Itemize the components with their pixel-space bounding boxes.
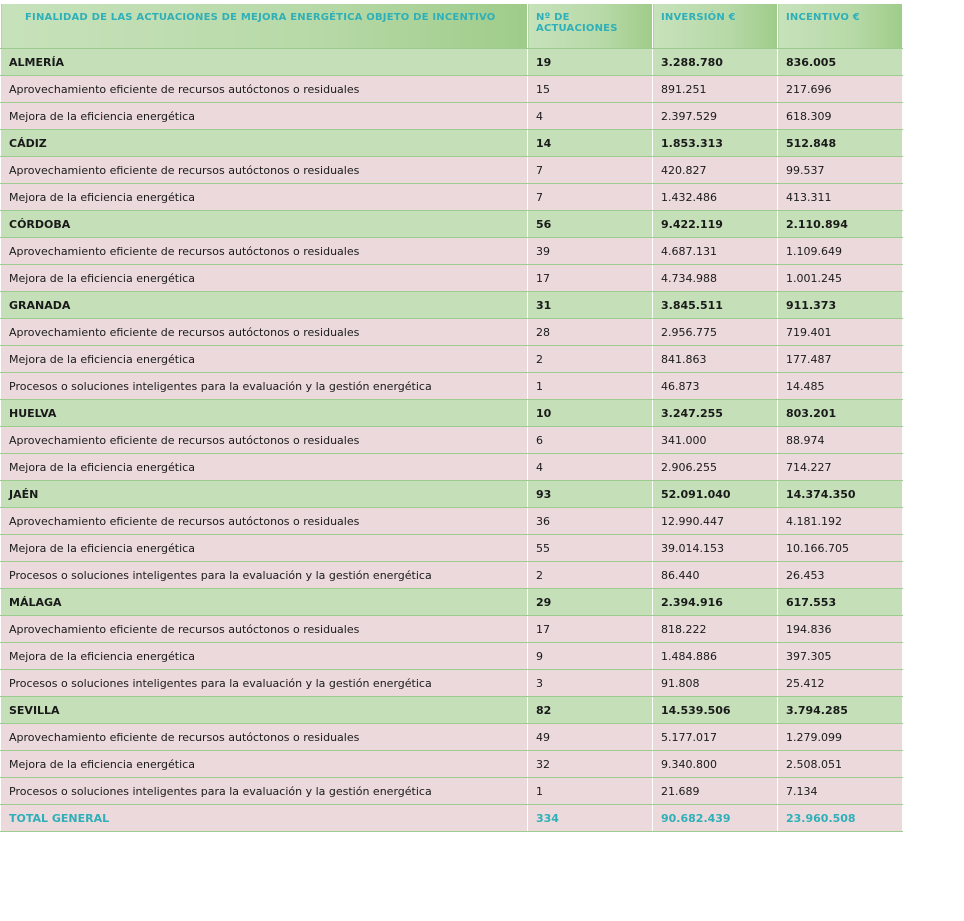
cell-purpose: Aprovechamiento eficiente de recursos autóctonos o residuales [1, 616, 528, 643]
cell-actions-count: 29 [528, 589, 653, 616]
cell-actions-count: 14 [528, 130, 653, 157]
cell-purpose: Procesos o soluciones inteligentes para la evaluación y la gestión energética [1, 778, 528, 805]
table-body [1, 49, 903, 832]
cell-investment: 9.422.119 [653, 211, 778, 238]
cell-purpose: Aprovechamiento eficiente de recursos autóctonos o residuales [1, 76, 528, 103]
cell-incentive: 7.134 [778, 778, 903, 805]
header-row [1, 4, 903, 49]
table-row [1, 373, 903, 400]
cell-actions-count: 4 [528, 454, 653, 481]
cell-incentive: 714.227 [778, 454, 903, 481]
header-incentive: INCENTIVO € [778, 4, 903, 49]
province-row [1, 292, 903, 319]
header-actions-count: Nº DE ACTUACIONES [528, 4, 653, 49]
cell-actions-count: 15 [528, 76, 653, 103]
cell-incentive: 23.960.508 [778, 805, 903, 832]
table-row [1, 724, 903, 751]
cell-purpose: ALMERÍA [1, 49, 528, 76]
cell-purpose: Mejora de la eficiencia energética [1, 103, 528, 130]
cell-investment: 1.484.886 [653, 643, 778, 670]
cell-investment: 39.014.153 [653, 535, 778, 562]
cell-incentive: 512.848 [778, 130, 903, 157]
cell-actions-count: 17 [528, 265, 653, 292]
table-row [1, 616, 903, 643]
cell-investment: 3.247.255 [653, 400, 778, 427]
cell-purpose: Aprovechamiento eficiente de recursos autóctonos o residuales [1, 508, 528, 535]
cell-purpose: Aprovechamiento eficiente de recursos autóctonos o residuales [1, 319, 528, 346]
energy-incentive-table [0, 3, 903, 832]
table-row [1, 778, 903, 805]
cell-actions-count: 39 [528, 238, 653, 265]
cell-purpose: Procesos o soluciones inteligentes para la evaluación y la gestión energética [1, 373, 528, 400]
cell-investment: 46.873 [653, 373, 778, 400]
province-row [1, 481, 903, 508]
cell-purpose: Mejora de la eficiencia energética [1, 346, 528, 373]
cell-investment: 1.853.313 [653, 130, 778, 157]
cell-investment: 12.990.447 [653, 508, 778, 535]
cell-incentive: 4.181.192 [778, 508, 903, 535]
province-row [1, 400, 903, 427]
cell-actions-count: 17 [528, 616, 653, 643]
table-row [1, 238, 903, 265]
cell-incentive: 10.166.705 [778, 535, 903, 562]
province-row [1, 697, 903, 724]
table-row [1, 103, 903, 130]
cell-purpose: JAÉN [1, 481, 528, 508]
cell-investment: 2.956.775 [653, 319, 778, 346]
cell-actions-count: 56 [528, 211, 653, 238]
cell-investment: 91.808 [653, 670, 778, 697]
cell-incentive: 1.001.245 [778, 265, 903, 292]
cell-actions-count: 19 [528, 49, 653, 76]
cell-investment: 4.687.131 [653, 238, 778, 265]
cell-actions-count: 1 [528, 778, 653, 805]
province-row [1, 589, 903, 616]
cell-incentive: 803.201 [778, 400, 903, 427]
cell-actions-count: 36 [528, 508, 653, 535]
cell-investment: 841.863 [653, 346, 778, 373]
cell-incentive: 194.836 [778, 616, 903, 643]
cell-incentive: 14.374.350 [778, 481, 903, 508]
cell-investment: 21.689 [653, 778, 778, 805]
cell-investment: 4.734.988 [653, 265, 778, 292]
cell-incentive: 88.974 [778, 427, 903, 454]
cell-investment: 3.288.780 [653, 49, 778, 76]
cell-incentive: 25.412 [778, 670, 903, 697]
cell-investment: 2.394.916 [653, 589, 778, 616]
cell-incentive: 99.537 [778, 157, 903, 184]
table-row [1, 643, 903, 670]
cell-actions-count: 32 [528, 751, 653, 778]
cell-purpose: Aprovechamiento eficiente de recursos autóctonos o residuales [1, 238, 528, 265]
table-row [1, 751, 903, 778]
cell-incentive: 1.109.649 [778, 238, 903, 265]
cell-purpose: Procesos o soluciones inteligentes para la evaluación y la gestión energética [1, 670, 528, 697]
cell-actions-count: 6 [528, 427, 653, 454]
cell-investment: 52.091.040 [653, 481, 778, 508]
table-row [1, 535, 903, 562]
cell-incentive: 719.401 [778, 319, 903, 346]
table-row [1, 562, 903, 589]
cell-actions-count: 93 [528, 481, 653, 508]
cell-purpose: Mejora de la eficiencia energética [1, 265, 528, 292]
cell-incentive: 177.487 [778, 346, 903, 373]
cell-actions-count: 7 [528, 184, 653, 211]
province-row [1, 49, 903, 76]
cell-incentive: 911.373 [778, 292, 903, 319]
cell-investment: 420.827 [653, 157, 778, 184]
table-row [1, 157, 903, 184]
cell-actions-count: 49 [528, 724, 653, 751]
cell-actions-count: 4 [528, 103, 653, 130]
table-row [1, 265, 903, 292]
cell-investment: 2.906.255 [653, 454, 778, 481]
cell-investment: 14.539.506 [653, 697, 778, 724]
cell-purpose: CÓRDOBA [1, 211, 528, 238]
energy-incentive-table-container [0, 3, 902, 832]
cell-incentive: 617.553 [778, 589, 903, 616]
cell-purpose: Mejora de la eficiencia energética [1, 454, 528, 481]
cell-purpose: Mejora de la eficiencia energética [1, 184, 528, 211]
cell-purpose: SEVILLA [1, 697, 528, 724]
table-row [1, 427, 903, 454]
cell-investment: 341.000 [653, 427, 778, 454]
table-row [1, 76, 903, 103]
cell-actions-count: 82 [528, 697, 653, 724]
cell-investment: 2.397.529 [653, 103, 778, 130]
cell-purpose: HUELVA [1, 400, 528, 427]
cell-purpose: MÁLAGA [1, 589, 528, 616]
cell-incentive: 413.311 [778, 184, 903, 211]
cell-investment: 3.845.511 [653, 292, 778, 319]
cell-incentive: 397.305 [778, 643, 903, 670]
cell-actions-count: 55 [528, 535, 653, 562]
cell-investment: 818.222 [653, 616, 778, 643]
cell-incentive: 217.696 [778, 76, 903, 103]
cell-investment: 5.177.017 [653, 724, 778, 751]
cell-actions-count: 1 [528, 373, 653, 400]
cell-actions-count: 2 [528, 562, 653, 589]
cell-actions-count: 3 [528, 670, 653, 697]
table-row [1, 346, 903, 373]
cell-purpose: Aprovechamiento eficiente de recursos autóctonos o residuales [1, 427, 528, 454]
cell-actions-count: 9 [528, 643, 653, 670]
cell-investment: 86.440 [653, 562, 778, 589]
cell-incentive: 14.485 [778, 373, 903, 400]
cell-purpose: CÁDIZ [1, 130, 528, 157]
cell-incentive: 2.110.894 [778, 211, 903, 238]
cell-investment: 9.340.800 [653, 751, 778, 778]
cell-investment: 90.682.439 [653, 805, 778, 832]
cell-purpose: Mejora de la eficiencia energética [1, 751, 528, 778]
header-purpose: FINALIDAD DE LAS ACTUACIONES DE MEJORA ENERGÉTICA OBJETO DE INCENTIVO [1, 4, 528, 49]
header-investment: INVERSIÓN € [653, 4, 778, 49]
province-row [1, 130, 903, 157]
cell-incentive: 26.453 [778, 562, 903, 589]
cell-purpose: Mejora de la eficiencia energética [1, 535, 528, 562]
cell-purpose: Aprovechamiento eficiente de recursos autóctonos o residuales [1, 157, 528, 184]
cell-actions-count: 7 [528, 157, 653, 184]
cell-incentive: 618.309 [778, 103, 903, 130]
table-row [1, 670, 903, 697]
province-row [1, 211, 903, 238]
cell-purpose: Aprovechamiento eficiente de recursos autóctonos o residuales [1, 724, 528, 751]
table-row [1, 508, 903, 535]
cell-actions-count: 334 [528, 805, 653, 832]
cell-purpose: Mejora de la eficiencia energética [1, 643, 528, 670]
cell-purpose: TOTAL GENERAL [1, 805, 528, 832]
total-row [1, 805, 903, 832]
table-header [1, 4, 903, 49]
cell-purpose: Procesos o soluciones inteligentes para la evaluación y la gestión energética [1, 562, 528, 589]
cell-actions-count: 2 [528, 346, 653, 373]
cell-investment: 891.251 [653, 76, 778, 103]
table-row [1, 454, 903, 481]
table-row [1, 319, 903, 346]
cell-incentive: 3.794.285 [778, 697, 903, 724]
cell-investment: 1.432.486 [653, 184, 778, 211]
cell-actions-count: 28 [528, 319, 653, 346]
cell-actions-count: 31 [528, 292, 653, 319]
cell-purpose: GRANADA [1, 292, 528, 319]
cell-actions-count: 10 [528, 400, 653, 427]
cell-incentive: 1.279.099 [778, 724, 903, 751]
table-row [1, 184, 903, 211]
cell-incentive: 2.508.051 [778, 751, 903, 778]
cell-incentive: 836.005 [778, 49, 903, 76]
